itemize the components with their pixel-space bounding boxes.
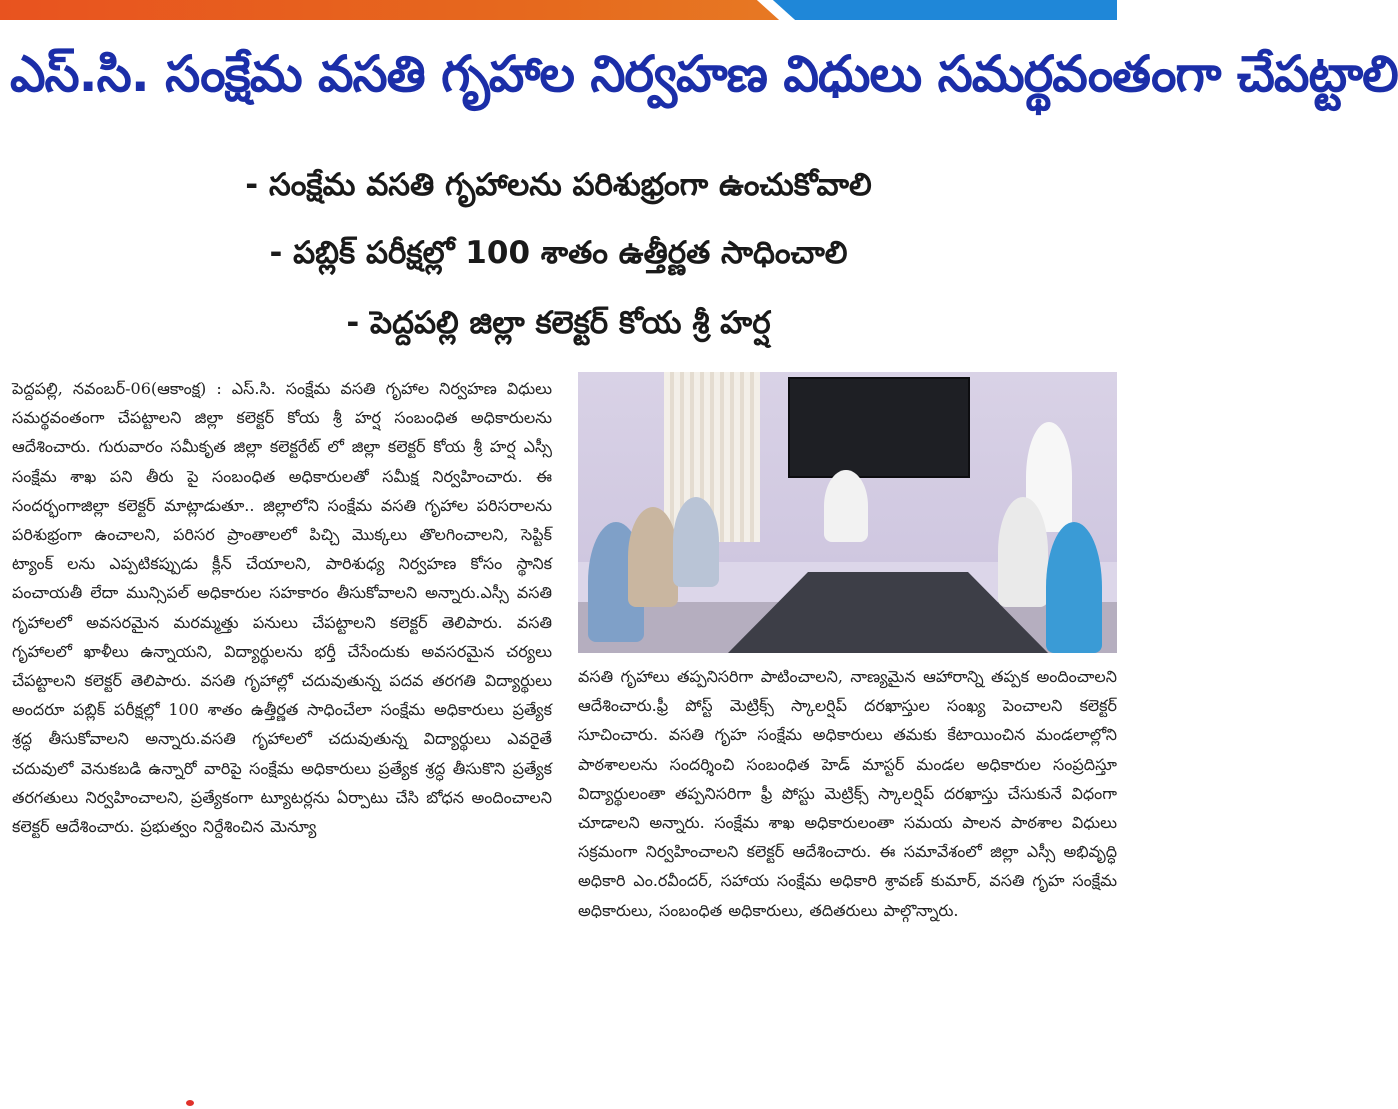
subheading-3: - పెద్దపల్లి జిల్లా కలెక్టర్ కోయ శ్రీ హర్ష [346, 305, 771, 341]
article-right-column: వసతి గృహాలు తప్పనిసరిగా పాటించాలని, నాణ్యమైన ఆహారాన్ని తప్పక అందించాలని ఆదేశించారు.ఫ్రీ పోస్ట్ మెట్రిక్స్ స్కాలర్షిప్ దరఖాస్తుల సంఖ్య పెంచాలని కలెక్టర్ సూచించారు. వసతి గృహ సంక్షేమ అధికారులు తమకు కేటాయించిన మండలాల్లోని పాఠశాలలను సందర్శించి సంబంధిత హెడ్ మాస్టర్ మండల అధికారుల సంప్రదిస్తూ విద్యార్థులంతా తప్పనిసరిగా ఫ్రీ పోస్టు మెట్రిక్స్ స్కాలర్షిప్ దరఖాస్తు చేసుకునే విధంగా చూడాలని అన్నారు. సంక్షేమ శాఖ అధికారులంతా సమయ పాలన పాఠశాల విధులు సక్రమంగా నిర్వహించాలని కలెక్టర్ ఆదేశించారు. ఈ సమావేశంలో జిల్లా ఎస్సీ అభివృద్ధి అధికారి ఎం.రవీందర్, సహాయ సంక్షేమ అధికారి శ్రావణ్ కుమార్, వసతి గృహ సంక్షేమ అధికారులు, సంబంధిత అధికారులు, తదితరులు పాల్గొన్నారు. [578, 667, 1117, 920]
photo-person-left-2 [628, 507, 678, 607]
photo-person-collector [824, 470, 868, 542]
photo-person-right-2 [1046, 522, 1102, 653]
headline: ఎస్.సి. సంక్షేమ వసతి గృహాల నిర్వహణ విధులు సమర్థవంతంగా చేపట్టాలి [10, 45, 1398, 103]
photo-tv-screen [788, 377, 970, 478]
header-bar-blue [760, 0, 1117, 20]
photo-person-right-1 [998, 497, 1048, 607]
photo-person-left-3 [673, 497, 719, 587]
footer-red-mark [186, 1100, 194, 1106]
meeting-photo [578, 372, 1117, 653]
subheading-2: - పబ్లిక్ పరీక్షల్లో 100 శాతం ఉత్తీర్ణత సాధించాలి [269, 235, 848, 271]
header-bar-orange [0, 0, 800, 20]
subheading-1: - సంక్షేమ వసతి గృహాలను పరిశుభ్రంగా ఉంచుకోవాలి [245, 167, 872, 203]
article-left-column: పెద్దపల్లి, నవంబర్-06(ఆకాంక్ష) : ఎస్.సి. సంక్షేమ వసతి గృహాల నిర్వహణ విధులు సమర్థవంతంగా చేపట్టాలని జిల్లా కలెక్టర్ కోయ శ్రీ హర్ష సంబంధిత అధికారులను ఆదేశించారు. గురువారం సమీకృత జిల్లా కలెక్టరేట్ లో జిల్లా కలెక్టర్ కోయ శ్రీ హర్ష ఎస్సీ సంక్షేమ శాఖ పని తీరు పై సంబంధిత అధికారులతో సమీక్ష నిర్వహించారు. ఈ సందర్భంగాజిల్లా కలెక్టర్ మాట్లాడుతూ.. జిల్లాలోని సంక్షేమ వసతి గృహాల పరిసరాలను పరిశుభ్రంగా ఉంచాలని, పరిసర ప్రాంతాలలో పిచ్చి మొక్కలు తొలగించాలని, సెప్టిక్ ట్యాంక్ లను ఎప్పటికప్పుడు క్లీన్ చేయాలని, పారిశుధ్య నిర్వహణ కోసం స్థానిక పంచాయతీ లేదా మున్సిపల్ అధికారుల సహకారం తీసుకోవాలని అన్నారు.ఎస్సీ వసతి గృహాలలో అవసరమైన మరమ్మత్తు పనులు చేపట్టాలని కలెక్టర్ తెలిపారు. వసతి గృహాలలో ఖాళీలు ఉన్నాయని, విద్యార్థులను భర్తీ చేసేందుకు అవసరమైన చర్యలు చేపట్టాలని కలెక్టర్ తెలిపారు. వసతి గృహాల్లో చదువుతున్న పదవ తరగతి విద్యార్థులు అందరూ పబ్లిక్ పరీక్షల్లో 100 శాతం ఉత్తీర్ణత సాధించేలా సంక్షేమ అధికారులు ప్రత్యేక శ్రద్ధ తీసుకోవాలని అన్నారు.వసతి గృహాలలో చదువుతున్న విద్యార్థులు ఎవరైతే చదువులో వెనుకబడి ఉన్నారో వారిపై సంక్షేమ అధికారులు ప్రత్యేక శ్రద్ధ తీసుకొని ప్రత్యేక తరగతులు నిర్వహించాలని, ప్రత్యేకంగా ట్యూటర్లను ఏర్పాటు చేసి బోధన అందించాలని కలెక్టర్ ఆదేశించారు. ప్రభుత్వం నిర్దేశించిన మెన్యూ [12, 379, 552, 837]
header-color-bar [0, 0, 1117, 20]
